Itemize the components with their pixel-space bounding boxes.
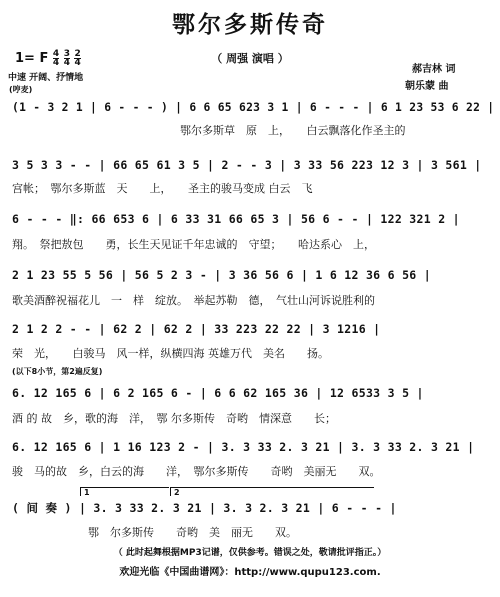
notation-row-3: 6 - - - ‖: 66 653 6 | 6 33 31 66 65 3 | 56 6 - - | 122 321 2 | <box>12 212 460 226</box>
notation-row-5: 2 1 2 2 - - | 62 2 | 62 2 | 33 223 22 22 | 3 1216 | <box>12 322 381 336</box>
meter-2: $\frac{3}{4}$ <box>63 49 70 68</box>
notation-row-8: ( 间 奏 ) | 3. 3 33 2. 3 21 | 3. 3 2. 3 21 | 6 - - - | <box>12 501 397 515</box>
repeat-note: (以下8小节，第2遍反复) <box>12 367 103 376</box>
notation-row-7: 6. 12 165 6 | 1 16 123 2 - | 3. 3 33 2. 3 21 | 3. 3 33 2. 3 21 | <box>12 440 475 454</box>
first-ending-bracket <box>80 487 169 496</box>
lyric-row-4: 歌美酒醉祝福花儿 一 样 绽放。 举起苏勒 德， 气壮山河诉说胜利的 <box>12 294 375 307</box>
footer-website: 欢迎光临《中国曲谱网》：http://www.qupu123.com. <box>119 567 381 578</box>
notation-row-1: (1 - 3 2 1 | 6 - - - ) | 6 6 65 623 3 1 | 6 - - - | 6 1 23 53 6 22 | <box>12 100 495 114</box>
lyricist-credit: 郝吉林 词 <box>412 64 456 75</box>
lyric-row-6: 酒 的 故 乡，歌的海 洋， 鄂 尔多斯传 奇哟 情深意 长； <box>12 412 336 425</box>
meter-3: $\frac{2}{4}$ <box>74 49 81 68</box>
second-ending-label: 2 <box>174 488 180 497</box>
lyric-row-2: 宫帐； 鄂尔多斯蓝 天 上， 圣主的骏马变成 白云 飞 <box>12 182 313 195</box>
lyric-row-8: 鄂 尔多斯传 奇哟 美 丽无 双。 <box>88 526 297 539</box>
tempo-marking: 中速 开阔、抒情地 <box>8 73 84 83</box>
lyric-row-7: 骏 马的故 乡，白云的海 洋， 鄂尔多斯传 奇哟 美丽无 双。 <box>12 465 381 478</box>
lyric-row-1: 鄂尔多斯草 原 上， 白云飘落化作圣主的 <box>180 124 406 137</box>
first-ending-label: 1 <box>84 488 90 497</box>
composer-credit: 朝乐蒙 曲 <box>405 81 449 92</box>
second-ending-bracket <box>170 487 374 496</box>
notation-row-2: 3 5 3 3 - - | 66 65 61 3 5 | 2 - - 3 | 3 33 56 223 12 3 | 3 561 | <box>12 158 482 172</box>
singer-credit: （ 周强 演唱 ） <box>211 52 289 65</box>
footer-note: （ 此时起舞根据MP3记谱，仅供参考。错误之处，敬请批评指正。） <box>113 548 387 558</box>
key-label: 1= F <box>15 51 49 66</box>
meter-1: $\frac{4}{4}$ <box>52 49 60 68</box>
lyric-row-5: 荣 光， 白骏马 风一样，纵横四海 英雄万代 美名 扬。 <box>12 347 329 360</box>
notation-row-4: 2 1 23 55 5 56 | 56 5 2 3 - | 3 36 56 6 | 1 6 12 36 6 56 | <box>12 268 431 282</box>
lyric-row-3: 翔。 祭把敖包 勇，长生天见证千年忠诚的 守望； 哈达系心 上， <box>12 238 375 251</box>
hum-marking: (哼麦) <box>9 85 33 94</box>
song-title: 鄂尔多斯传奇 <box>172 12 328 38</box>
notation-row-6: 6. 12 165 6 | 6 2 165 6 - | 6 6 62 165 36 | 12 6533 3 5 | <box>12 386 424 400</box>
